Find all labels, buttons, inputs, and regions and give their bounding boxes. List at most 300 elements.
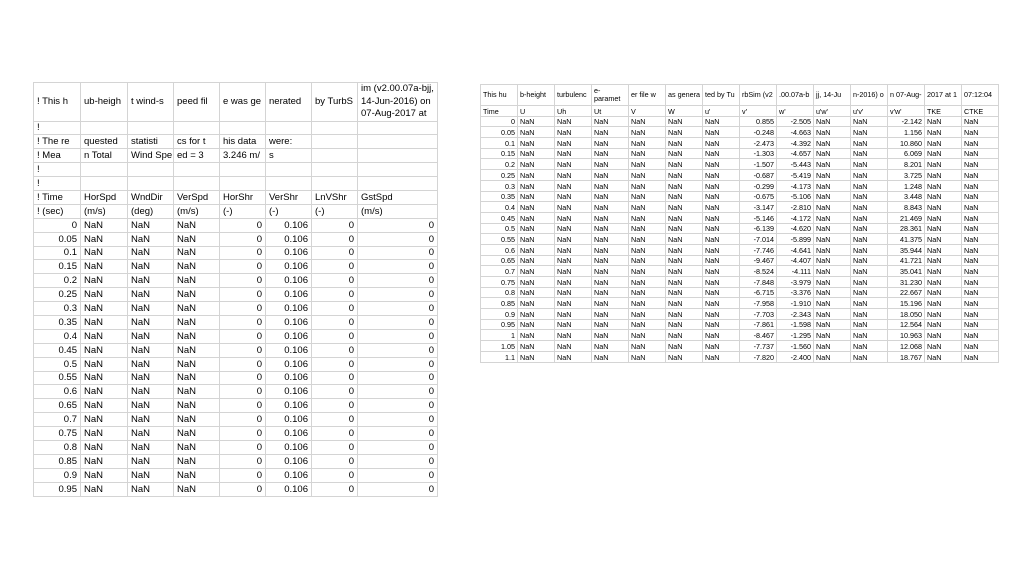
cell[interactable]: -0.299: [740, 180, 777, 191]
cell[interactable]: NaN: [128, 246, 174, 260]
cell[interactable]: NaN: [81, 274, 128, 288]
cell[interactable]: NaN: [925, 330, 962, 341]
cell[interactable]: NaN: [814, 202, 851, 213]
cell[interactable]: 1.05: [481, 341, 518, 352]
cell[interactable]: NaN: [592, 202, 629, 213]
cell[interactable]: 0.106: [266, 218, 312, 232]
cell[interactable]: 0: [358, 218, 438, 232]
cell[interactable]: -4.407: [777, 255, 814, 266]
cell[interactable]: NaN: [128, 454, 174, 468]
cell[interactable]: NaN: [518, 223, 555, 234]
cell[interactable]: 0.106: [266, 454, 312, 468]
cell[interactable]: 0.7: [34, 413, 81, 427]
cell[interactable]: 0: [220, 315, 266, 329]
cell[interactable]: -0.687: [740, 170, 777, 181]
cell[interactable]: 12.068: [888, 341, 925, 352]
cell[interactable]: NaN: [592, 212, 629, 223]
cell[interactable]: NaN: [592, 159, 629, 170]
cell[interactable]: NaN: [962, 244, 999, 255]
cell[interactable]: VerSpd: [174, 190, 220, 204]
cell[interactable]: NaN: [629, 180, 666, 191]
cell[interactable]: as genera: [666, 85, 703, 106]
cell[interactable]: NaN: [592, 116, 629, 127]
cell[interactable]: NaN: [518, 266, 555, 277]
cell[interactable]: 0: [358, 343, 438, 357]
cell[interactable]: -2.343: [777, 309, 814, 320]
cell[interactable]: NaN: [666, 138, 703, 149]
cell[interactable]: NaN: [666, 309, 703, 320]
cell[interactable]: NaN: [555, 180, 592, 191]
cell[interactable]: [358, 177, 438, 191]
cell[interactable]: NaN: [128, 482, 174, 496]
cell[interactable]: NaN: [814, 191, 851, 202]
cell[interactable]: NaN: [518, 255, 555, 266]
cell[interactable]: 0.85: [34, 454, 81, 468]
cell[interactable]: 0.106: [266, 482, 312, 496]
cell[interactable]: 21.469: [888, 212, 925, 223]
cell[interactable]: 0: [220, 246, 266, 260]
cell[interactable]: 0: [481, 116, 518, 127]
cell[interactable]: NaN: [518, 116, 555, 127]
cell[interactable]: NaN: [666, 341, 703, 352]
cell[interactable]: 0: [220, 274, 266, 288]
cell[interactable]: ! Time: [34, 190, 81, 204]
cell[interactable]: 0: [220, 218, 266, 232]
cell[interactable]: 6.069: [888, 148, 925, 159]
cell[interactable]: statisti: [128, 135, 174, 149]
cell[interactable]: 0.9: [34, 468, 81, 482]
cell[interactable]: NaN: [629, 319, 666, 330]
cell[interactable]: [266, 121, 312, 135]
cell[interactable]: NaN: [703, 341, 740, 352]
cell[interactable]: NaN: [703, 309, 740, 320]
cell[interactable]: 8.843: [888, 202, 925, 213]
cell[interactable]: 0: [358, 315, 438, 329]
cell[interactable]: NaN: [962, 287, 999, 298]
cell[interactable]: NaN: [666, 180, 703, 191]
cell[interactable]: NaN: [592, 138, 629, 149]
cell[interactable]: 0: [358, 454, 438, 468]
cell[interactable]: NaN: [128, 260, 174, 274]
cell[interactable]: NaN: [555, 351, 592, 362]
cell[interactable]: 0: [358, 329, 438, 343]
cell[interactable]: NaN: [128, 371, 174, 385]
cell[interactable]: 0.2: [481, 159, 518, 170]
cell[interactable]: 0: [220, 468, 266, 482]
cell[interactable]: NaN: [592, 351, 629, 362]
cell[interactable]: NaN: [703, 127, 740, 138]
cell[interactable]: NaN: [851, 341, 888, 352]
cell[interactable]: NaN: [555, 266, 592, 277]
cell[interactable]: NaN: [518, 127, 555, 138]
cell[interactable]: NaN: [128, 274, 174, 288]
cell[interactable]: NaN: [814, 116, 851, 127]
cell[interactable]: 31.230: [888, 277, 925, 288]
cell[interactable]: NaN: [174, 302, 220, 316]
cell[interactable]: [358, 135, 438, 149]
cell[interactable]: NaN: [851, 191, 888, 202]
cell[interactable]: NaN: [555, 170, 592, 181]
cell[interactable]: 0: [312, 482, 358, 496]
cell[interactable]: 0.106: [266, 302, 312, 316]
cell[interactable]: -6.139: [740, 223, 777, 234]
cell[interactable]: 0: [220, 399, 266, 413]
cell[interactable]: (m/s): [358, 204, 438, 218]
cell[interactable]: 0.25: [34, 288, 81, 302]
cell[interactable]: [266, 177, 312, 191]
cell[interactable]: NaN: [555, 159, 592, 170]
cell[interactable]: NaN: [555, 212, 592, 223]
cell[interactable]: NaN: [518, 212, 555, 223]
cell[interactable]: NaN: [592, 277, 629, 288]
cell[interactable]: NaN: [962, 319, 999, 330]
cell[interactable]: 0.6: [481, 244, 518, 255]
cell[interactable]: 3.448: [888, 191, 925, 202]
cell[interactable]: NaN: [666, 212, 703, 223]
cell[interactable]: NaN: [592, 309, 629, 320]
cell[interactable]: ed = 3: [174, 149, 220, 163]
cell[interactable]: u': [703, 106, 740, 117]
cell[interactable]: u'w': [814, 106, 851, 117]
cell[interactable]: NaN: [814, 159, 851, 170]
cell[interactable]: NaN: [925, 170, 962, 181]
cell[interactable]: -4.620: [777, 223, 814, 234]
cell[interactable]: 0.106: [266, 468, 312, 482]
cell[interactable]: NaN: [925, 244, 962, 255]
cell[interactable]: NaN: [128, 427, 174, 441]
cell[interactable]: NaN: [592, 180, 629, 191]
cell[interactable]: [128, 177, 174, 191]
cell[interactable]: 0: [358, 357, 438, 371]
cell[interactable]: NaN: [555, 116, 592, 127]
cell[interactable]: ! This h: [34, 83, 81, 122]
cell[interactable]: [312, 163, 358, 177]
cell[interactable]: peed fil: [174, 83, 220, 122]
cell[interactable]: [358, 163, 438, 177]
cell[interactable]: NaN: [174, 274, 220, 288]
cell[interactable]: 1: [481, 330, 518, 341]
cell[interactable]: NaN: [814, 341, 851, 352]
cell[interactable]: -4.173: [777, 180, 814, 191]
cell[interactable]: [174, 177, 220, 191]
cell[interactable]: (-): [312, 204, 358, 218]
cell[interactable]: quested: [81, 135, 128, 149]
cell[interactable]: GstSpd: [358, 190, 438, 204]
cell[interactable]: 0: [312, 260, 358, 274]
cell[interactable]: 0.05: [481, 127, 518, 138]
cell[interactable]: NaN: [851, 298, 888, 309]
cell[interactable]: NaN: [814, 223, 851, 234]
cell[interactable]: 0: [358, 260, 438, 274]
cell[interactable]: NaN: [703, 330, 740, 341]
cell[interactable]: NaN: [174, 343, 220, 357]
cell[interactable]: NaN: [518, 351, 555, 362]
cell[interactable]: 0.106: [266, 399, 312, 413]
cell[interactable]: n Total: [81, 149, 128, 163]
cell[interactable]: -7.958: [740, 298, 777, 309]
cell[interactable]: 0: [312, 371, 358, 385]
cell[interactable]: NaN: [703, 148, 740, 159]
cell[interactable]: NaN: [814, 127, 851, 138]
cell[interactable]: n-2016) o: [851, 85, 888, 106]
cell[interactable]: NaN: [555, 330, 592, 341]
cell[interactable]: e-paramet: [592, 85, 629, 106]
cell[interactable]: NaN: [81, 385, 128, 399]
cell[interactable]: NaN: [814, 277, 851, 288]
cell[interactable]: 22.667: [888, 287, 925, 298]
cell[interactable]: NaN: [851, 202, 888, 213]
cell[interactable]: b-height: [518, 85, 555, 106]
cell[interactable]: -4.641: [777, 244, 814, 255]
cell[interactable]: [266, 163, 312, 177]
cell[interactable]: [220, 177, 266, 191]
cell[interactable]: -8.524: [740, 266, 777, 277]
cell[interactable]: 0.65: [481, 255, 518, 266]
cell[interactable]: NaN: [128, 288, 174, 302]
cell[interactable]: v'w': [888, 106, 925, 117]
cell[interactable]: 0: [358, 274, 438, 288]
cell[interactable]: NaN: [851, 234, 888, 245]
cell[interactable]: NaN: [962, 180, 999, 191]
cell[interactable]: 1.248: [888, 180, 925, 191]
cell[interactable]: 0.4: [481, 202, 518, 213]
cell[interactable]: NaN: [518, 298, 555, 309]
cell[interactable]: NaN: [814, 138, 851, 149]
cell[interactable]: 0: [220, 482, 266, 496]
cell[interactable]: u'v': [851, 106, 888, 117]
cell[interactable]: 41.375: [888, 234, 925, 245]
cell[interactable]: NaN: [962, 116, 999, 127]
cell[interactable]: NaN: [925, 298, 962, 309]
cell[interactable]: 0.95: [34, 482, 81, 496]
cell[interactable]: NaN: [592, 319, 629, 330]
cell[interactable]: 0.9: [481, 309, 518, 320]
cell[interactable]: !: [34, 121, 81, 135]
cell[interactable]: VerShr: [266, 190, 312, 204]
cell[interactable]: -4.172: [777, 212, 814, 223]
cell[interactable]: -0.675: [740, 191, 777, 202]
cell[interactable]: were:: [266, 135, 312, 149]
cell[interactable]: 0.5: [34, 357, 81, 371]
cell[interactable]: NaN: [962, 138, 999, 149]
cell[interactable]: NaN: [814, 266, 851, 277]
cell[interactable]: 0: [312, 343, 358, 357]
cell[interactable]: NaN: [81, 357, 128, 371]
cell[interactable]: NaN: [128, 343, 174, 357]
cell[interactable]: NaN: [174, 427, 220, 441]
cell[interactable]: NaN: [592, 148, 629, 159]
cell[interactable]: NaN: [128, 329, 174, 343]
cell[interactable]: -9.467: [740, 255, 777, 266]
cell[interactable]: NaN: [174, 260, 220, 274]
cell[interactable]: -7.703: [740, 309, 777, 320]
cell[interactable]: NaN: [174, 413, 220, 427]
cell[interactable]: NaN: [81, 288, 128, 302]
cell[interactable]: NaN: [592, 234, 629, 245]
cell[interactable]: -7.746: [740, 244, 777, 255]
cell[interactable]: 35.041: [888, 266, 925, 277]
cell[interactable]: NaN: [962, 212, 999, 223]
cell[interactable]: NaN: [518, 244, 555, 255]
cell[interactable]: 0: [220, 427, 266, 441]
cell[interactable]: 0.106: [266, 329, 312, 343]
cell[interactable]: 0: [220, 385, 266, 399]
cell[interactable]: 0: [220, 288, 266, 302]
cell[interactable]: s: [266, 149, 312, 163]
cell[interactable]: 0.45: [34, 343, 81, 357]
cell[interactable]: ! (sec): [34, 204, 81, 218]
cell[interactable]: NaN: [703, 223, 740, 234]
cell[interactable]: 0: [312, 274, 358, 288]
cell[interactable]: 10.860: [888, 138, 925, 149]
cell[interactable]: 0.1: [481, 138, 518, 149]
cell[interactable]: 0: [220, 371, 266, 385]
cell[interactable]: (m/s): [174, 204, 220, 218]
cell[interactable]: [312, 149, 358, 163]
cell[interactable]: NaN: [81, 329, 128, 343]
cell[interactable]: 0.106: [266, 440, 312, 454]
cell[interactable]: NaN: [592, 244, 629, 255]
cell[interactable]: NaN: [174, 440, 220, 454]
cell[interactable]: 41.721: [888, 255, 925, 266]
cell[interactable]: NaN: [666, 191, 703, 202]
cell[interactable]: NaN: [592, 266, 629, 277]
cell[interactable]: NaN: [592, 341, 629, 352]
cell[interactable]: NaN: [555, 244, 592, 255]
cell[interactable]: 0.15: [481, 148, 518, 159]
cell[interactable]: 0.85: [481, 298, 518, 309]
cell[interactable]: NaN: [962, 277, 999, 288]
cell[interactable]: NaN: [666, 234, 703, 245]
cell[interactable]: NaN: [592, 170, 629, 181]
cell[interactable]: NaN: [555, 277, 592, 288]
cell[interactable]: NaN: [666, 330, 703, 341]
cell[interactable]: NaN: [518, 202, 555, 213]
cell[interactable]: U: [518, 106, 555, 117]
cell[interactable]: NaN: [81, 482, 128, 496]
cell[interactable]: NaN: [174, 385, 220, 399]
cell[interactable]: 0.55: [481, 234, 518, 245]
cell[interactable]: NaN: [814, 287, 851, 298]
cell[interactable]: NaN: [629, 341, 666, 352]
cell[interactable]: .00.07a-b: [777, 85, 814, 106]
cell[interactable]: Wind Spe: [128, 149, 174, 163]
cell[interactable]: NaN: [666, 319, 703, 330]
cell[interactable]: NaN: [851, 127, 888, 138]
cell[interactable]: NaN: [703, 191, 740, 202]
cell[interactable]: 28.361: [888, 223, 925, 234]
cell[interactable]: NaN: [962, 234, 999, 245]
cell[interactable]: 0.855: [740, 116, 777, 127]
cell[interactable]: NaN: [81, 440, 128, 454]
cell[interactable]: HorShr: [220, 190, 266, 204]
cell[interactable]: NaN: [629, 298, 666, 309]
cell[interactable]: NaN: [703, 255, 740, 266]
cell[interactable]: [81, 177, 128, 191]
cell[interactable]: 0: [34, 218, 81, 232]
cell[interactable]: 0.65: [34, 399, 81, 413]
cell[interactable]: NaN: [814, 170, 851, 181]
cell[interactable]: NaN: [703, 287, 740, 298]
cell[interactable]: NaN: [925, 277, 962, 288]
cell[interactable]: -6.715: [740, 287, 777, 298]
cell[interactable]: 0: [358, 427, 438, 441]
cell[interactable]: NaN: [814, 244, 851, 255]
cell[interactable]: 0.6: [34, 385, 81, 399]
cell[interactable]: NaN: [81, 454, 128, 468]
cell[interactable]: [128, 163, 174, 177]
cell[interactable]: 0.106: [266, 315, 312, 329]
cell[interactable]: 0.25: [481, 170, 518, 181]
cell[interactable]: NaN: [703, 266, 740, 277]
cell[interactable]: NaN: [629, 116, 666, 127]
cell[interactable]: NaN: [814, 148, 851, 159]
cell[interactable]: NaN: [555, 255, 592, 266]
cell[interactable]: 0: [220, 440, 266, 454]
cell[interactable]: NaN: [128, 440, 174, 454]
cell[interactable]: NaN: [925, 212, 962, 223]
cell[interactable]: 0: [358, 288, 438, 302]
cell[interactable]: NaN: [851, 180, 888, 191]
cell[interactable]: 0.106: [266, 371, 312, 385]
cell[interactable]: NaN: [174, 218, 220, 232]
cell[interactable]: -8.467: [740, 330, 777, 341]
cell[interactable]: [128, 121, 174, 135]
cell[interactable]: NaN: [851, 116, 888, 127]
cell[interactable]: 0: [312, 302, 358, 316]
cell[interactable]: NaN: [962, 351, 999, 362]
cell[interactable]: NaN: [962, 159, 999, 170]
cell[interactable]: -1.560: [777, 341, 814, 352]
cell[interactable]: (m/s): [81, 204, 128, 218]
cell[interactable]: NaN: [925, 319, 962, 330]
cell[interactable]: NaN: [629, 202, 666, 213]
cell[interactable]: NaN: [81, 218, 128, 232]
cell[interactable]: 0: [312, 399, 358, 413]
cell[interactable]: NaN: [629, 223, 666, 234]
cell[interactable]: (-): [266, 204, 312, 218]
cell[interactable]: 0.5: [481, 223, 518, 234]
cell[interactable]: -7.820: [740, 351, 777, 362]
cell[interactable]: NaN: [629, 234, 666, 245]
cell[interactable]: ! The re: [34, 135, 81, 149]
cell[interactable]: NaN: [629, 277, 666, 288]
cell[interactable]: ub-heigh: [81, 83, 128, 122]
cell[interactable]: NaN: [629, 309, 666, 320]
cell[interactable]: 0: [312, 427, 358, 441]
cell[interactable]: NaN: [555, 341, 592, 352]
cell[interactable]: NaN: [592, 287, 629, 298]
cell[interactable]: -5.899: [777, 234, 814, 245]
cell[interactable]: NaN: [962, 341, 999, 352]
cell[interactable]: NaN: [814, 255, 851, 266]
cell[interactable]: !: [34, 163, 81, 177]
cell[interactable]: NaN: [851, 138, 888, 149]
cell[interactable]: [312, 135, 358, 149]
cell[interactable]: NaN: [666, 244, 703, 255]
cell[interactable]: NaN: [81, 427, 128, 441]
cell[interactable]: -2.400: [777, 351, 814, 362]
cell[interactable]: 1.156: [888, 127, 925, 138]
cell[interactable]: NaN: [814, 351, 851, 362]
cell[interactable]: NaN: [925, 191, 962, 202]
cell[interactable]: -3.979: [777, 277, 814, 288]
cell[interactable]: NaN: [703, 234, 740, 245]
cell[interactable]: HorSpd: [81, 190, 128, 204]
cell[interactable]: NaN: [851, 212, 888, 223]
cell[interactable]: NaN: [518, 159, 555, 170]
cell[interactable]: NaN: [174, 246, 220, 260]
